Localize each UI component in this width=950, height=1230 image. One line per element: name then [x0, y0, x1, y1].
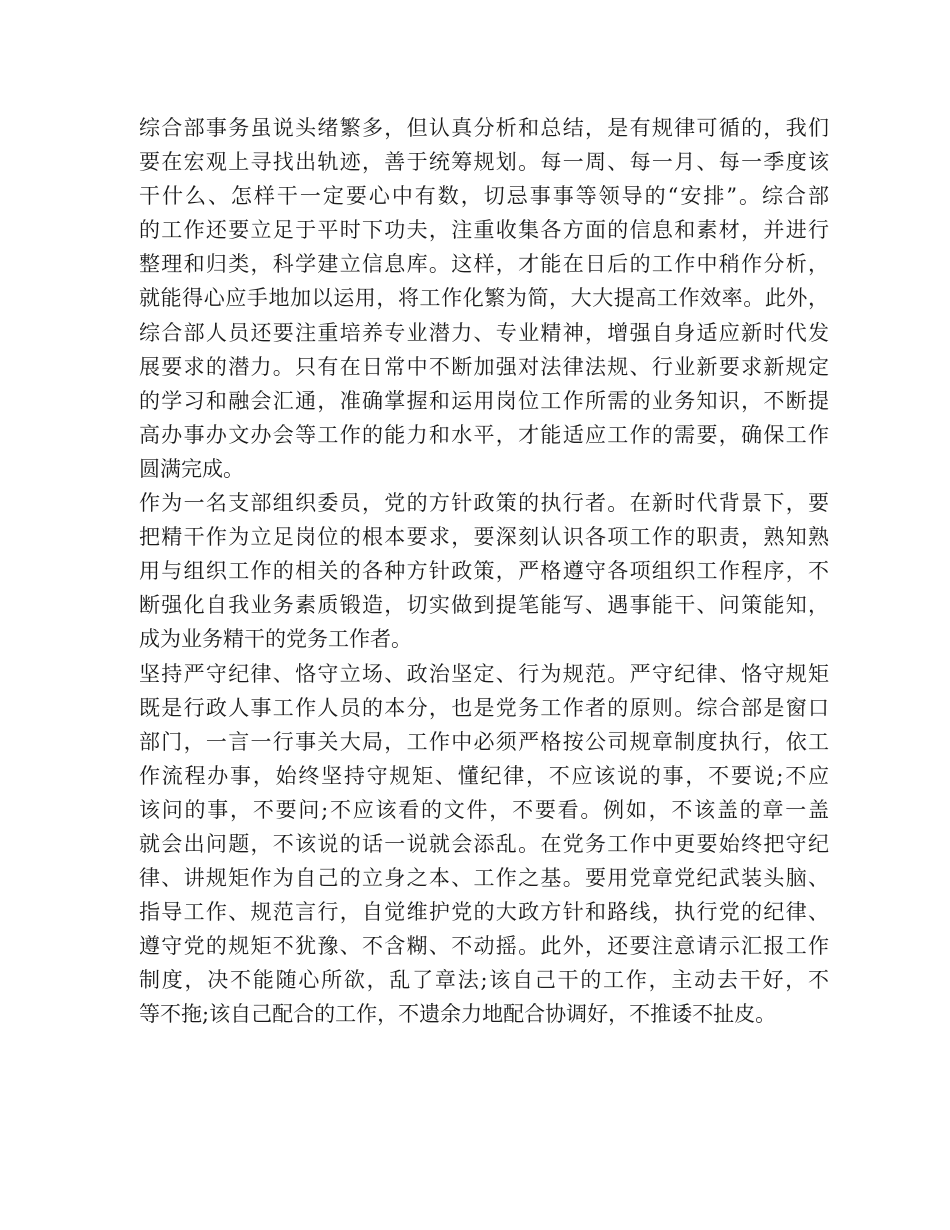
- text-line: 用与组织工作的相关的各种方针政策，严格遵守各项组织工作程序，不: [139, 559, 829, 584]
- text-line: 就会出问题，不该说的话一说就会添乱。在党务工作中更要始终把守纪: [139, 831, 829, 856]
- text-line: 遵守党的规矩不犹豫、不含糊、不动摇。此外，还要注意请示汇报工作: [139, 934, 829, 959]
- text-line: 制度，决不能随心所欲，乱了章法;该自己干的工作，主动去干好，不: [139, 968, 829, 993]
- text-line: 展要求的潜力。只有在日常中不断加强对法律法规、行业新要求新规定: [139, 354, 829, 379]
- text-line: 的学习和融会汇通，准确掌握和运用岗位工作所需的业务知识，不断提: [139, 388, 829, 413]
- text-line: 要在宏观上寻找出轨迹，善于统筹规划。每一周、每一月、每一季度该: [139, 150, 829, 175]
- text-line: 作流程办事，始终坚持守规矩、懂纪律，不应该说的事，不要说;不应: [139, 763, 829, 788]
- text-line: 既是行政人事工作人员的本分，也是党务工作者的原则。综合部是窗口: [139, 695, 829, 720]
- text-line: 的工作还要立足于平时下功夫，注重收集各方面的信息和素材，并进行: [139, 218, 829, 243]
- text-line: 高办事办文办会等工作的能力和水平，才能适应工作的需要，确保工作: [139, 422, 829, 447]
- text-line: 作为一名支部组织委员，党的方针政策的执行者。在新时代背景下，要: [139, 491, 829, 516]
- text-line: 综合部事务虽说头绪繁多，但认真分析和总结，是有规律可循的，我们: [139, 116, 829, 140]
- text-line: 该问的事，不要问;不应该看的文件，不要看。例如，不该盖的章一盖: [139, 797, 829, 822]
- text-line: 断强化自我业务素质锻造，切实做到提笔能写、遇事能干、问策能知，: [139, 593, 829, 618]
- text-line: 律、讲规矩作为自己的立身之本、工作之基。要用党章党纪武装头脑、: [139, 866, 829, 891]
- text-line: 指导工作、规范言行，自觉维护党的大政方针和路线，执行党的纪律、: [139, 900, 829, 925]
- text-line: 把精干作为立足岗位的根本要求，要深刻认识各项工作的职责，熟知熟: [139, 525, 829, 550]
- paragraph-3: [139, 657, 829, 1032]
- text-line: 就能得心应手地加以运用，将工作化繁为简，大大提高工作效率。此外，: [139, 286, 829, 311]
- text-line: 坚持严守纪律、恪守立场、政治坚定、行为规范。严守纪律、恪守规矩: [139, 661, 829, 686]
- text-line: 成为业务精干的党务工作者。: [139, 627, 412, 652]
- text-line: 综合部人员还要注重培养专业潜力、专业精神，增强自身适应新时代发: [139, 320, 829, 345]
- text-line: 等不拖;该自己配合的工作，不遗余力地配合协调好，不推诿不扯皮。: [139, 1002, 777, 1027]
- text-line: 圆满完成。: [139, 456, 244, 481]
- document-body: [139, 111, 829, 1032]
- text-line: 干什么、怎样干一定要心中有数，切忌事事等领导的“安排”。综合部: [139, 184, 829, 209]
- paragraph-1: [139, 111, 829, 486]
- text-line: 部门，一言一行事关大局，工作中必须严格按公司规章制度执行，依工: [139, 729, 829, 754]
- text-line: 整理和归类，科学建立信息库。这样，才能在日后的工作中稍作分析，: [139, 252, 829, 277]
- paragraph-2: [139, 486, 829, 656]
